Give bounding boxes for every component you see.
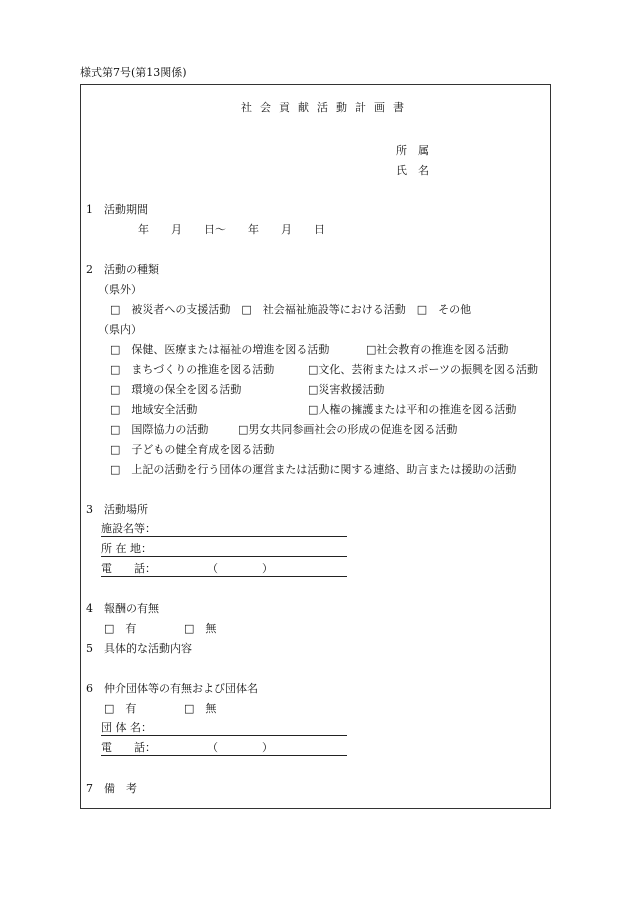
facility-name-field[interactable] (101, 522, 347, 537)
checkbox-social-education[interactable]: □社会教育の推進を図る活動 (366, 343, 509, 356)
section-5-heading: 5 具体的な活動内容 (86, 642, 192, 655)
outside-prefecture-label: （県外） (98, 283, 142, 296)
affiliation-label: 所 属 (396, 144, 429, 157)
phone-field[interactable] (101, 562, 347, 577)
section-2-heading: 2 活動の種類 (86, 263, 159, 276)
group-phone-label: 電 話： (101, 741, 156, 754)
form-number-label: 様式第7号(第13関係) (80, 66, 187, 79)
checkbox-intermediary-yes[interactable]: □ 有 (104, 702, 137, 715)
section-3-heading: 3 活動場所 (86, 503, 148, 516)
checkbox-town-development[interactable]: □ まちづくりの推進を図る活動 (110, 363, 275, 376)
checkbox-health-welfare[interactable]: □ 保健、医療または福祉の増進を図る活動 (110, 343, 330, 356)
checkbox-reward-no[interactable]: □ 無 (184, 622, 217, 635)
checkbox-gender-equality[interactable]: □男女共同参画社会の形成の促進を図る活動 (238, 423, 458, 436)
checkbox-human-rights[interactable]: □人権の擁護または平和の推進を図る活動 (308, 403, 517, 416)
section-7-heading: 7 備 考 (86, 782, 137, 795)
section-1-heading: 1 活動期間 (86, 203, 148, 216)
checkbox-environment[interactable]: □ 環境の保全を図る活動 (110, 383, 242, 396)
group-name-label: 団 体 名： (101, 721, 152, 734)
group-phone-field[interactable] (101, 741, 347, 756)
checkbox-child-development[interactable]: □ 子どもの健全育成を図る活動 (110, 443, 275, 456)
group-phone-parentheses: （ ） (207, 741, 273, 754)
checkbox-reward-yes[interactable]: □ 有 (104, 622, 137, 635)
checkbox-intermediary-no[interactable]: □ 無 (184, 702, 217, 715)
name-label: 氏 名 (396, 164, 429, 177)
address-label: 所 在 地： (101, 542, 152, 555)
checkbox-support-organizations[interactable]: □ 上記の活動を行う団体の運営または活動に関する連絡、助言または援助の活動 (110, 463, 517, 476)
checkbox-disaster-relief[interactable]: □災害救援活動 (308, 383, 385, 396)
facility-name-label: 施設名等： (101, 522, 156, 535)
activity-period-fields[interactable]: 年 月 日～ 年 月 日 (138, 223, 325, 236)
checkbox-culture-sports[interactable]: □文化、芸術またはスポーツの振興を図る活動 (308, 363, 538, 376)
inside-prefecture-label: （県内） (98, 323, 142, 336)
checkbox-community-safety[interactable]: □ 地域安全活動 (110, 403, 198, 416)
section-6-heading: 6 仲介団体等の有無および団体名 (86, 682, 258, 695)
section-4-heading: 4 報酬の有無 (86, 602, 159, 615)
checkbox-international[interactable]: □ 国際協力の活動 (110, 423, 209, 436)
address-field[interactable] (101, 542, 347, 557)
phone-parentheses: （ ） (207, 562, 273, 575)
outside-activity-checkboxes[interactable]: □ 被災者への支援活動 □ 社会福祉施設等における活動 □ その他 (110, 303, 472, 316)
phone-label: 電 話： (101, 562, 156, 575)
form-title: 社会貢献活動計画書 (241, 101, 412, 114)
group-name-field[interactable] (101, 721, 347, 736)
